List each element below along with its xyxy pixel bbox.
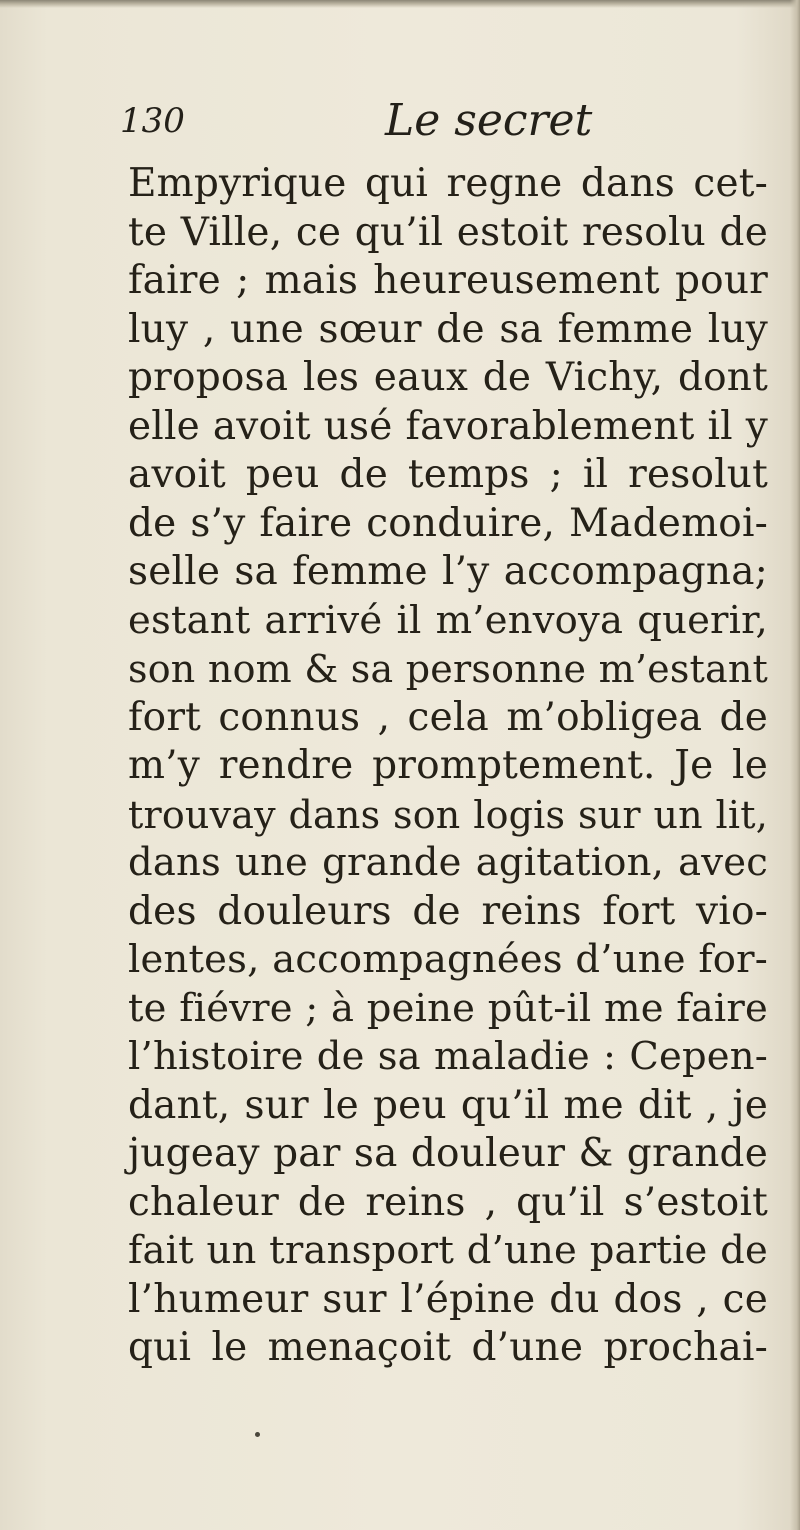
text-line: proposa les eaux de Vichy, dont — [128, 355, 768, 400]
page-right-edge — [790, 0, 800, 1530]
text-line: fort connus , cela m’obligea de — [128, 694, 768, 740]
text-line: fait un transport d’une partie de — [128, 1228, 768, 1273]
text-line: te fiévre ; à peine pût-il me faire — [128, 985, 768, 1031]
text-line: faire ; mais heureusement pour — [128, 258, 768, 303]
ink-speck — [255, 1432, 260, 1437]
text-line: avoit peu de temps ; il resolut — [128, 452, 768, 497]
running-head: Le secret — [385, 95, 593, 146]
text-line: elle avoit usé favorablement il y — [128, 403, 768, 449]
page-top-edge — [0, 0, 800, 8]
text-line: te Ville, ce qu’il estoit resolu de — [128, 209, 768, 255]
text-line: des douleurs de reins fort vio- — [128, 888, 768, 934]
text-line: jugeay par sa douleur & grande — [128, 1131, 768, 1176]
text-line: selle sa femme l’y accompagna; — [128, 549, 768, 594]
text-line: qui le menaçoit d’une prochai- — [128, 1325, 768, 1370]
text-line: l’histoire de sa maladie : Cepen- — [128, 1034, 768, 1079]
text-line: luy , une sœur de sa femme luy — [128, 306, 768, 352]
text-line: m’y rendre promptement. Je le — [128, 743, 768, 788]
text-line: lentes, accompagnées d’une for- — [128, 937, 768, 982]
text-line: dans une grande agitation, avec — [128, 840, 768, 885]
body-text — [128, 160, 768, 1373]
text-line: l’humeur sur l’épine du dos , ce — [128, 1276, 768, 1322]
page-number: 130 — [120, 101, 185, 141]
text-line: chaleur de reins , qu’il s’estoit — [128, 1179, 768, 1225]
text-line: Empyrique qui regne dans cet- — [128, 161, 768, 206]
text-line: de s’y faire conduire, Mademoi- — [128, 500, 768, 546]
text-line: dant, sur le peu qu’il me dit , je — [128, 1082, 768, 1128]
text-line: trouvay dans son logis sur un lit, — [128, 792, 768, 837]
page-header — [120, 95, 680, 155]
text-line: estant arrivé il m’envoya querir, — [128, 597, 768, 643]
text-line: son nom & sa personne m’estant — [128, 647, 768, 691]
